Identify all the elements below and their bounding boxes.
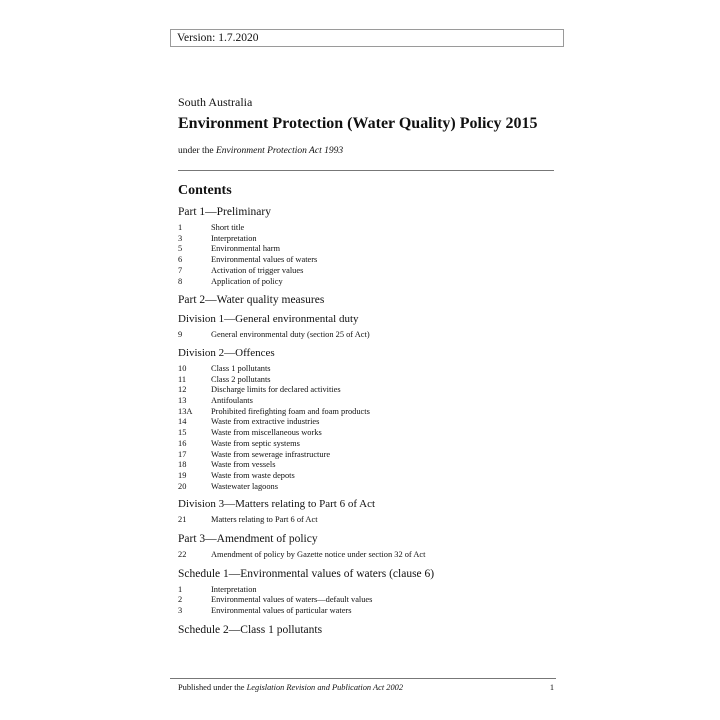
document-body [178,95,554,639]
toc-entry-title: Application of policy [211,276,283,286]
toc-entry-number: 22 [178,550,187,560]
toc-entry-title: Waste from waste depots [211,470,295,480]
division-heading[interactable]: Division 1—General environmental duty [178,313,359,326]
toc-entry-title: Waste from extractive industries [211,417,320,427]
toc-entry[interactable] [178,515,554,526]
toc-entry-number: 17 [178,449,187,459]
toc-list [178,330,554,341]
toc-entry-title: Waste from sewerage infrastructure [211,449,331,459]
toc-entry[interactable] [178,364,554,375]
toc-entry[interactable] [178,223,554,234]
toc-entry[interactable] [178,450,554,461]
toc-list [178,515,554,526]
toc-list [178,550,554,561]
toc-entry-title: Short title [211,223,245,232]
toc-entry[interactable] [178,375,554,386]
toc-entry-title: Interpretation [211,233,257,243]
toc-entry[interactable] [178,439,554,450]
division-heading[interactable]: Division 3—Matters relating to Part 6 of Act [178,498,376,511]
part-heading[interactable]: Part 3—Amendment of policy [178,533,318,546]
enabling-act-prefix: under the [178,146,216,156]
division-heading[interactable]: Division 2—Offences [178,346,275,359]
page-footer [178,682,554,693]
toc-entry[interactable] [178,277,554,288]
toc-entry-number: 21 [178,515,187,525]
enabling-act [178,145,554,157]
divider [178,170,554,171]
toc-entry-title: General environmental duty (section 25 of Act) [211,330,370,340]
toc-entry-number: 8 [178,276,183,286]
toc-entry-number: 5 [178,244,183,254]
toc-entry[interactable] [178,385,554,396]
toc-entry-number: 20 [178,481,187,491]
toc-entry[interactable] [178,407,554,418]
toc-entry-number: 16 [178,438,187,448]
toc-entry-number: 19 [178,470,187,480]
toc-entry-title: Environmental values of waters—default values [211,595,373,605]
toc-entry-title: Interpretation [211,584,257,594]
version-label: Version: 1.7.2020 [170,29,564,47]
toc-entry[interactable] [178,234,554,245]
toc-entry[interactable] [178,460,554,471]
schedule-heading[interactable]: Schedule 1—Environmental values of waters (clause 6) [178,567,435,580]
document-title: Environment Protection (Water Quality) Policy 2015 [178,115,538,132]
enabling-act-name: Environment Protection Act 1993 [216,146,344,156]
toc-entry-title: Waste from vessels [211,460,276,470]
toc-entry[interactable] [178,266,554,277]
toc-entry-number: 1 [178,584,183,594]
schedule-heading[interactable]: Schedule 2—Class 1 pollutants [178,623,323,636]
page-number: 1 [549,683,554,692]
toc-entry-number: 14 [178,417,187,427]
toc-entry[interactable] [178,550,554,561]
toc-entry-number: 13A [178,406,193,416]
toc-entry-number: 9 [178,330,183,340]
footer-divider [170,678,556,679]
toc-entry-number: 10 [178,363,187,373]
toc-entry[interactable] [178,482,554,493]
toc-entry-number: 13 [178,396,187,406]
toc-entry-number: 3 [178,233,183,243]
toc-entry[interactable] [178,244,554,255]
toc-list [178,585,554,617]
toc-entry-title: Class 1 pollutants [211,363,271,373]
toc-entry-number: 11 [178,374,187,384]
toc-entry-title: Wastewater lagoons [211,481,278,491]
toc-entry-title: Waste from septic systems [211,438,300,448]
toc-entry[interactable] [178,255,554,266]
toc-entry-title: Amendment of policy by Gazette notice under section 32 of Act [211,550,426,560]
toc-entry-number: 3 [178,606,183,616]
toc-entry-number: 15 [178,428,187,438]
toc-entry-title: Class 2 pollutants [211,374,271,384]
toc-entry-number: 18 [178,460,187,470]
toc-entry-number: 12 [178,385,187,395]
toc-entry-title: Environmental harm [211,244,281,254]
toc-list [178,223,554,287]
toc-entry-title: Activation of trigger values [211,265,304,275]
toc-entry-title: Matters relating to Part 6 of Act [211,515,318,525]
toc-list [178,364,554,492]
footer-act: Legislation Revision and Publication Act 2002 [246,683,404,692]
footer-publication [178,682,403,693]
jurisdiction: South Australia [178,95,253,109]
part-heading[interactable]: Part 1—Preliminary [178,206,271,218]
toc-entry-title: Antifoulants [211,396,253,406]
toc-entry[interactable] [178,606,554,617]
toc-entry-title: Discharge limits for declared activities [211,385,341,395]
toc-entry-title: Waste from miscellaneous works [211,428,322,438]
toc-entry-number: 7 [178,265,183,275]
part-heading[interactable]: Part 2—Water quality measures [178,294,325,307]
toc-entry[interactable] [178,471,554,482]
toc-entry-title: Prohibited firefighting foam and foam products [211,406,370,416]
toc-entry-title: Environmental values of particular waters [211,606,352,616]
contents-heading: Contents [178,183,232,198]
footer-prefix: Published under the [178,683,247,692]
toc-entry[interactable] [178,330,554,341]
toc-entry[interactable] [178,428,554,439]
toc-entry-number: 2 [178,595,183,605]
toc-entry-number: 1 [178,223,183,232]
toc-entry[interactable] [178,585,554,596]
toc-entry[interactable] [178,595,554,606]
toc-entry[interactable] [178,396,554,407]
toc-entry-title: Environmental values of waters [211,255,318,265]
toc-entry-number: 6 [178,255,183,265]
toc-entry[interactable] [178,417,554,428]
